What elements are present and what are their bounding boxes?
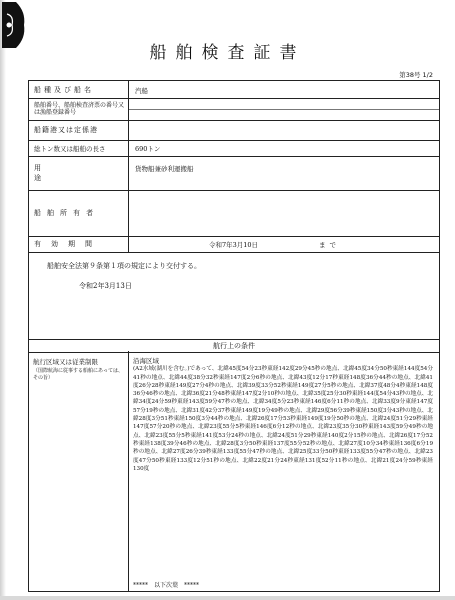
- conditions-label-cell: [29, 351, 129, 591]
- form-number: 第38号 1/2: [399, 71, 433, 79]
- label-ship-name: 船種及び船名: [29, 81, 129, 98]
- row-tonnage: [29, 140, 439, 157]
- issue-date: 令和2年3月13日: [79, 282, 132, 290]
- navigation-area-text: (A2水域(湖川を含む。)であって、北緯45度54分23秒東経142度29分45秒の地点、北緯45度34分50秒東経144度54分41秒の地点、北緯44度38分32秒東経147度2分6秒の地点、北緯43度12分17秒東経148度36分44秒の地点、北緯41度26分28秒東経149度27分4秒の地点、北緯39度33分52秒東経149度27分5秒の地点、北緯37度48分4秒東経148度36分46秒の地点、北緯36度21分48秒東経147度2分10秒の地点、北緯35度25分30秒東経144度54分43秒の地点、北緯34度24分59秒東経143度59分47秒の地点、北緯34度5分23秒東経146度6分11秒の地点、北緯33度9分東経147度57分19秒の地点、北緯31度42分37秒東経149度19分49秒の地点、北緯29度56分39秒東経150度3分43秒の地点、北緯28度3分51秒東経150度3分44秒の地点、北緯26度17分53秒東経149度19分50秒の地点、北緯24度51分29秒東経147度57分20秒の地点、北緯23度55分5秒東経146度6分12秒の地点、北緯23度35分30秒東経143度59分49秒の地点、北緯23度55分5秒東経141度53分24秒の地点、北緯24度51分29秒東経140度2分15秒の地点、北緯26度17分52秒東経138度39分46秒の地点、北緯28度3分50秒東経137度55分52秒の地点、北緯27度10分34秒東経136度6分19秒の地点、北緯27度26分39秒東経133度55分47秒の地点、北緯25度33分50秒東経133度55分47秒の地点、北緯23度47分50秒東経133度12分51秒の地点、北緯22度21分24秒東経131度52分11秒の地点、北緯21度24分59秒東経130度: [133, 366, 433, 472]
- label-validity: 有効期間: [29, 236, 129, 252]
- label-use: [29, 156, 129, 190]
- issue-statement: 船舶安全法第９条第１項の規定により交付する。: [47, 262, 201, 270]
- certificate-frame: [28, 80, 440, 592]
- label-ship-number: 船舶番号、船舶検査済票の番号又は漁船登録番号: [29, 98, 129, 120]
- value-tonnage: 690トン: [135, 145, 161, 153]
- scan-shadow: [0, 0, 6, 600]
- number-divider: [129, 109, 439, 110]
- continued-marker: ***** 以下次葉 *****: [133, 582, 200, 589]
- row-ship-name: [29, 81, 439, 99]
- label-port: 船籍港又は定係港: [29, 120, 129, 140]
- value-validity-made: まで: [319, 241, 340, 249]
- conditions-note: （国際航海に従事する船舶にあっては、その旨）: [33, 368, 123, 381]
- row-validity: [29, 236, 439, 253]
- conditions-heading: 航行上の条件: [29, 339, 439, 353]
- navigation-area-title: 沿海区域: [133, 357, 159, 365]
- scan-edge: [0, 596, 455, 600]
- conditions-body: [133, 357, 433, 473]
- label-tonnage: 総トン数又は船舶の長さ: [29, 140, 129, 156]
- label-owner: 船舶所有者: [29, 190, 129, 236]
- value-use: 貨物船兼砂利運搬船: [135, 165, 194, 173]
- value-ship-type: 汽船: [135, 87, 148, 95]
- document-title: 船舶検査証書: [149, 43, 306, 63]
- row-use: [29, 156, 439, 191]
- conditions-label: 航行区域又は従業制限: [33, 358, 98, 366]
- value-validity-date: 令和7年3月10日: [209, 241, 259, 249]
- label-use-text: 用途: [34, 164, 81, 182]
- row-ship-number: [29, 98, 439, 121]
- row-port: [29, 120, 439, 141]
- row-owner: [29, 190, 439, 237]
